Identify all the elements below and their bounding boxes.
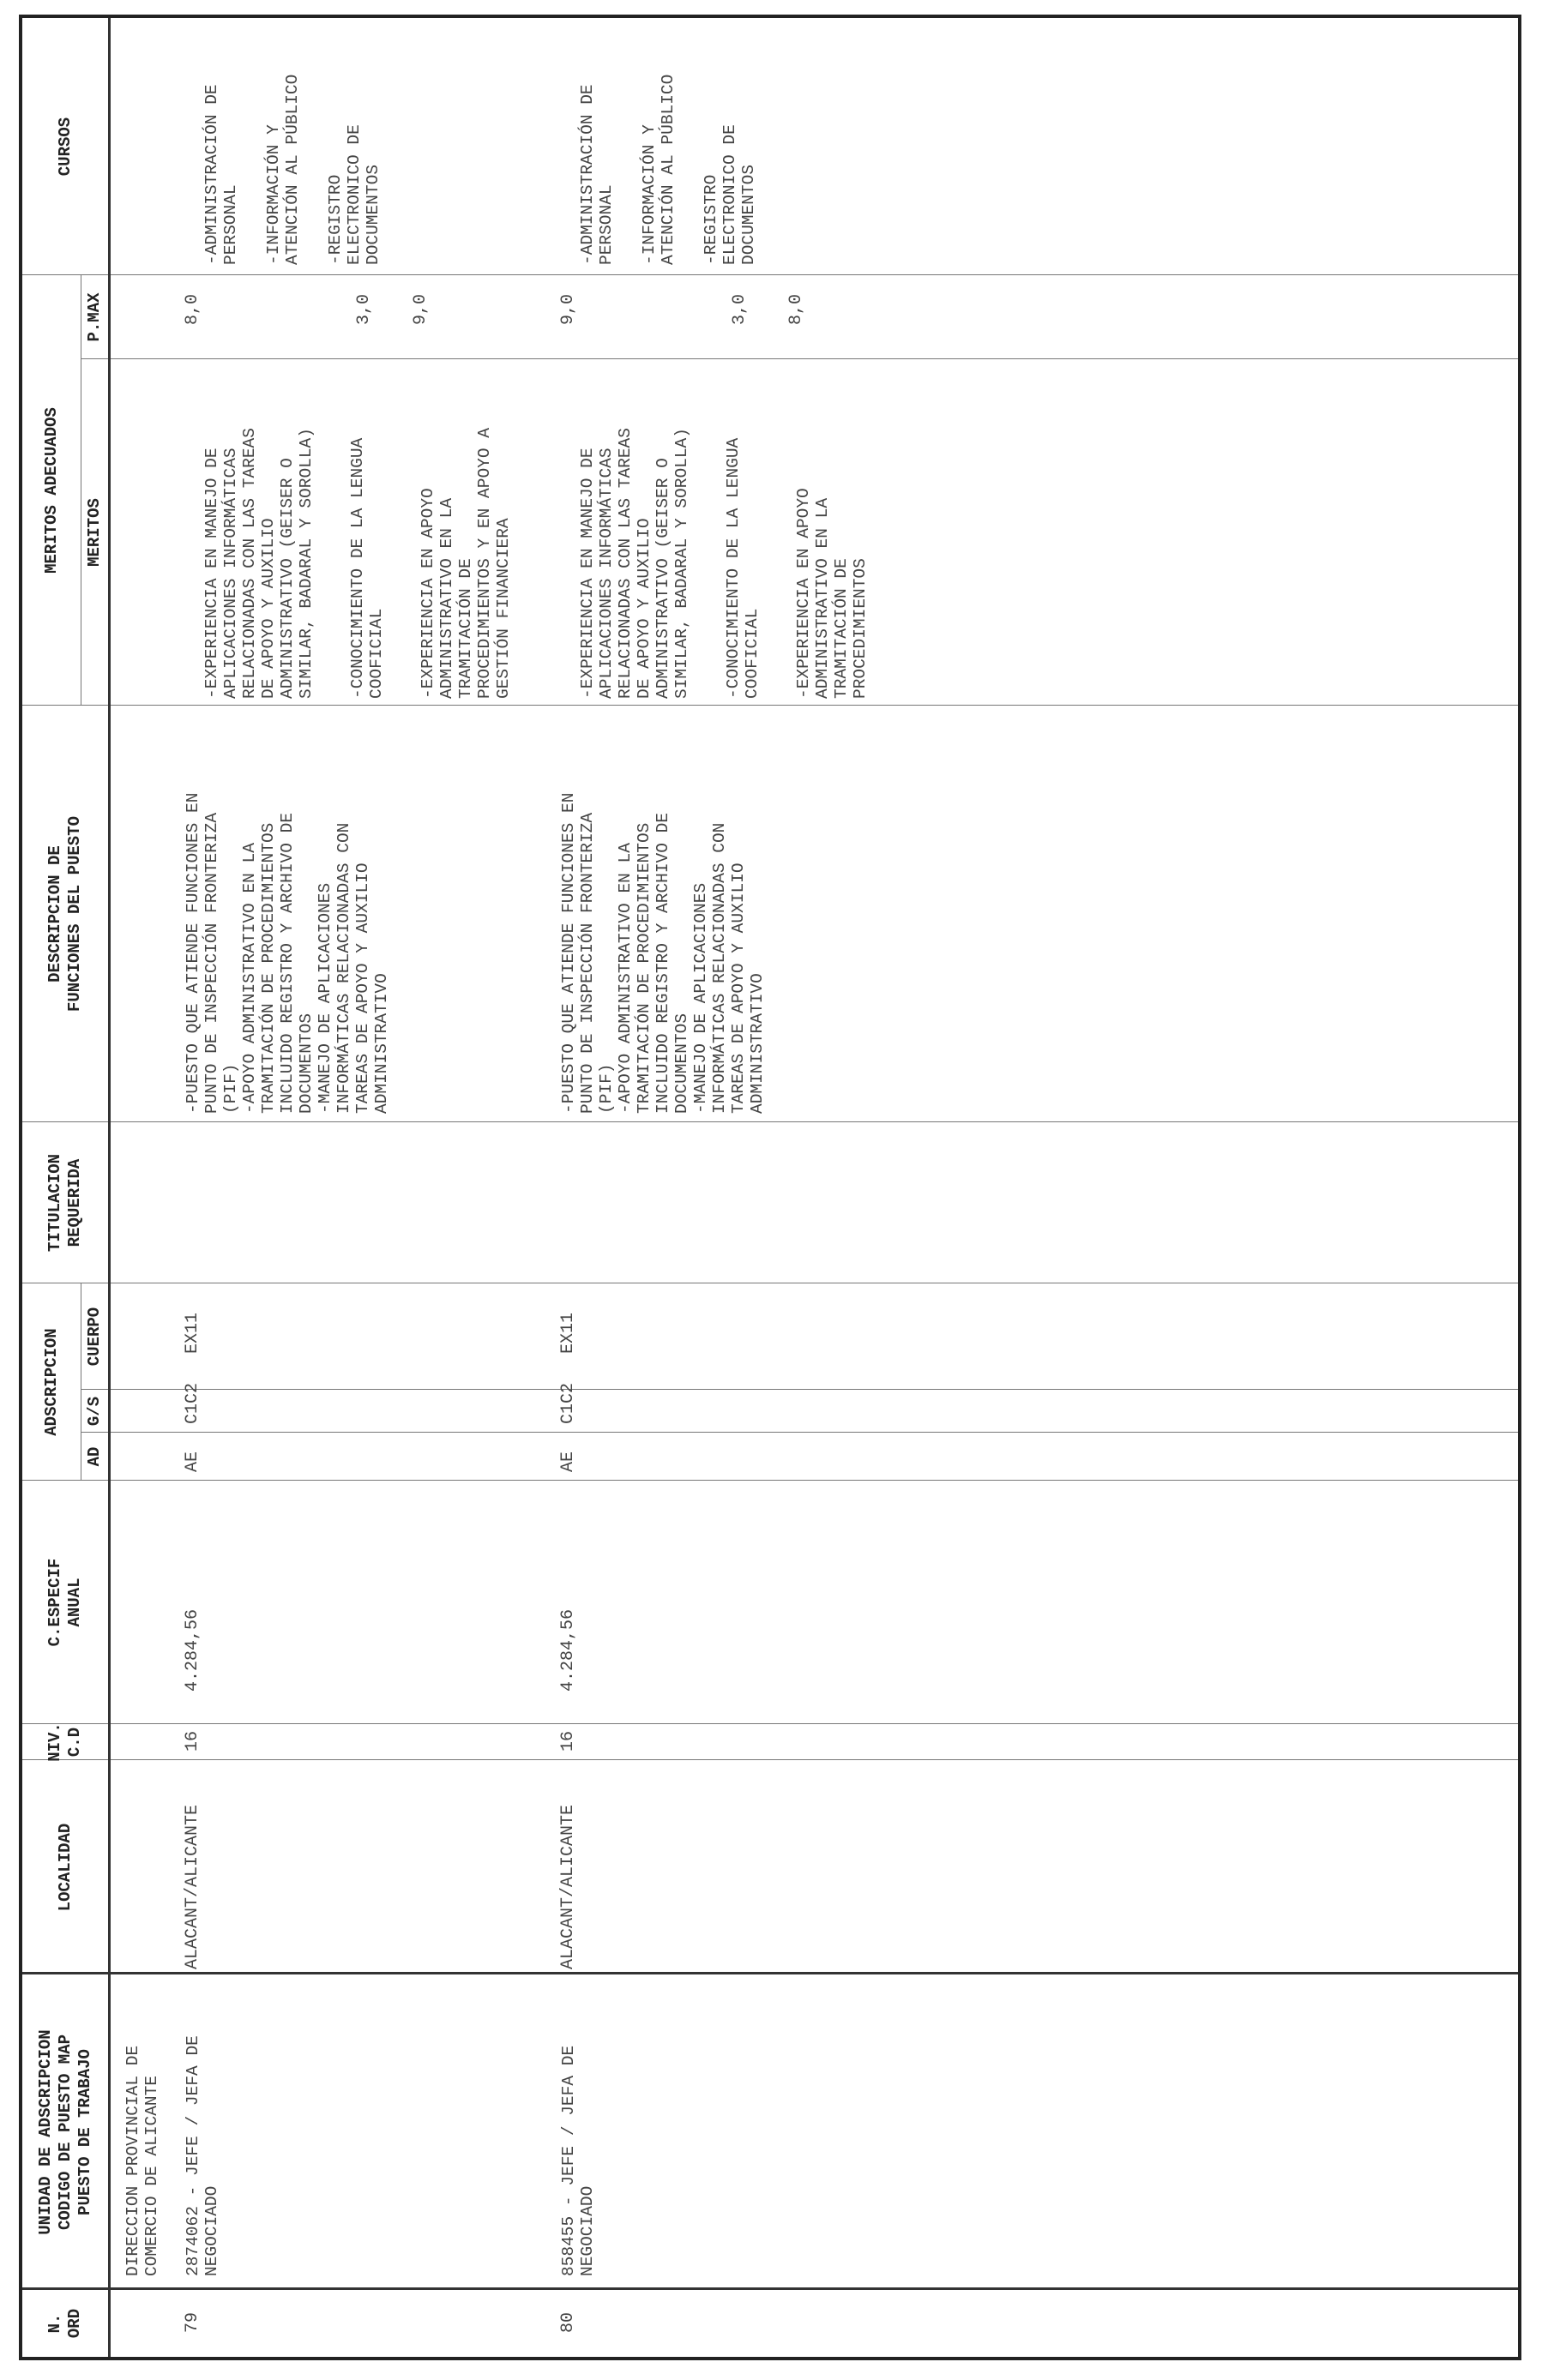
unit-name: DIRECCION PROVINCIAL DE COMERCIO DE ALICANTE bbox=[123, 2045, 161, 2276]
col-line-cesp bbox=[22, 1480, 1518, 1481]
row-79-gs: C1C2 bbox=[183, 1382, 202, 1424]
header-n-ord: N. ORD bbox=[45, 2308, 84, 2339]
col-line-ad bbox=[81, 1432, 1518, 1433]
row-79-localidad: ALACANT/ALICANTE bbox=[183, 1804, 202, 1969]
col-line-descripcion bbox=[22, 705, 1518, 706]
row-80-gs: C1C2 bbox=[558, 1382, 578, 1424]
col-line-niv bbox=[22, 1723, 1518, 1724]
row-79-pmax-3: 9,0 bbox=[411, 293, 431, 325]
row-80-merito-3: -EXPERIENCIA EN APOYO ADMINISTRATIVO EN LA TRAMITACIÓN DE PROCEDIMIENTOS bbox=[794, 488, 870, 699]
header-cursos: CURSOS bbox=[55, 117, 75, 177]
row-80-niv: 16 bbox=[558, 1730, 578, 1752]
header-meritos-adecuados: MERITOS ADECUADOS bbox=[41, 407, 61, 574]
row-79-c-especif: 4.284,56 bbox=[183, 1608, 202, 1692]
row-79-cursos bbox=[184, 20, 407, 265]
row-80-localidad: ALACANT/ALICANTE bbox=[558, 1804, 578, 1969]
row-80-n-ord: 80 bbox=[558, 2311, 578, 2333]
header-descripcion: DESCRIPCION DE FUNCIONES DEL PUESTO bbox=[45, 815, 84, 1013]
row-80-descripcion: -PUESTO QUE ATIENDE FUNCIONES EN PUNTO DE INSPECCIÓN FRONTERIZA (PIF) -APOYO ADMINISTRATIVO EN LA TRAMITACIÓN DE PROCEDIMIENTOS INCLUIDO REGISTRO Y ARCHIVO DE DOCUMENTOS -MANEJO DE APLICACIONES INFORMÁTICAS RELACIONADAS CON TAREAS DE APOYO Y AUXILIO ADMINISTRATIVO bbox=[559, 792, 767, 1114]
row-80-merito-2: -CONOCIMIENTO DE LA LENGUA COOFICIAL bbox=[724, 437, 762, 699]
header-meritos: MERITOS bbox=[84, 498, 104, 567]
header-localidad: LOCALIDAD bbox=[55, 1823, 75, 1912]
row-80-pmax-1: 9,0 bbox=[558, 293, 578, 325]
row-79-cuerpo: EX11 bbox=[183, 1312, 202, 1354]
row-79-merito-1: -EXPERIENCIA EN MANEJO DE APLICACIONES INFORMÁTICAS RELACIONADAS CON LAS TAREAS DE APOYO Y AUXILIO ADMINISTRATIVO (GEISER O SIMILAR, BADARAL Y SOROLLA) bbox=[202, 428, 316, 699]
row-80-curso-2: -INFORMACIÓN Y ATENCIÓN AL PÚBLICO bbox=[640, 74, 678, 265]
row-79-puesto: 2874062 - JEFE / JEFA DE NEGOCIADO bbox=[184, 2035, 221, 2276]
col-line-ord bbox=[22, 2287, 1518, 2290]
header-p-max: P.MAX bbox=[84, 292, 104, 342]
col-line-pmax bbox=[22, 274, 1518, 275]
col-line-gs bbox=[81, 1389, 1518, 1390]
row-79-n-ord: 79 bbox=[183, 2311, 202, 2333]
header-c-especif: C.ESPECIF ANUAL bbox=[45, 1558, 84, 1647]
row-80-c-especif: 4.284,56 bbox=[558, 1608, 578, 1692]
col-line-localidad bbox=[22, 1759, 1518, 1760]
row-79-pmax-2: 3,0 bbox=[354, 293, 374, 325]
row-79-niv: 16 bbox=[183, 1730, 202, 1752]
header-ad: AD bbox=[84, 1446, 104, 1467]
row-80-pmax-2: 3,0 bbox=[730, 293, 750, 325]
header-bottom-line bbox=[108, 18, 111, 2357]
row-80-meritos bbox=[559, 359, 902, 699]
col-line-unidad bbox=[22, 1972, 1518, 1974]
row-79-descripcion: -PUESTO QUE ATIENDE FUNCIONES EN PUNTO DE INSPECCIÓN FRONTERIZA (PIF) -APOYO ADMINISTRATIVO EN LA TRAMITACIÓN DE PROCEDIMIENTOS INCLUIDO REGISTRO Y ARCHIVO DE DOCUMENTOS -MANEJO DE APLICACIONES INFORMÁTICAS RELACIONADAS CON TAREAS DE APOYO Y AUXILIO ADMINISTRATIVO bbox=[184, 792, 391, 1114]
row-79-merito-2: -CONOCIMIENTO DE LA LENGUA COOFICIAL bbox=[348, 437, 386, 699]
row-79-curso-1: -ADMINISTRACIÓN DE PERSONAL bbox=[202, 84, 240, 265]
row-79-pmax-1: 8,0 bbox=[183, 293, 202, 325]
header-unidad: UNIDAD DE ADSCRIPCION CODIGO DE PUESTO MAP PUESTO DE TRABAJO bbox=[35, 2029, 94, 2235]
row-79-ad: AE bbox=[183, 1451, 202, 1472]
row-79-curso-2: -INFORMACIÓN Y ATENCIÓN AL PÚBLICO bbox=[264, 74, 302, 265]
row-79-meritos bbox=[184, 359, 545, 699]
document-frame bbox=[19, 15, 1521, 2360]
row-79-curso-3: -REGISTRO ELECTRONICO DE DOCUMENTOS bbox=[326, 124, 382, 265]
col-line-titulacion bbox=[22, 1121, 1518, 1122]
row-80-cuerpo: EX11 bbox=[558, 1312, 578, 1354]
header-cuerpo: CUERPO bbox=[84, 1307, 104, 1367]
row-80-puesto: 858455 - JEFE / JEFA DE NEGOCIADO bbox=[559, 2045, 597, 2276]
header-niv: NIV. C.D bbox=[45, 1722, 84, 1762]
row-80-curso-1: -ADMINISTRACIÓN DE PERSONAL bbox=[578, 84, 616, 265]
header-gs: G/S bbox=[84, 1396, 104, 1427]
row-79-merito-3: -EXPERIENCIA EN APOYO ADMINISTRATIVO EN LA TRAMITACIÓN DE PROCEDIMIENTOS Y EN APOYO A GESTIÓN FINANCIERA bbox=[419, 428, 513, 699]
row-80-ad: AE bbox=[558, 1451, 578, 1472]
row-80-merito-1: -EXPERIENCIA EN MANEJO DE APLICACIONES INFORMÁTICAS RELACIONADAS CON LAS TAREAS DE APOYO Y AUXILIO ADMINISTRATIVO (GEISER O SIMILAR, BADARAL Y SOROLLA) bbox=[578, 428, 691, 699]
row-80-pmax-3: 8,0 bbox=[786, 293, 806, 325]
row-80-cursos bbox=[559, 20, 782, 265]
header-adscripcion: ADSCRIPCION bbox=[41, 1328, 61, 1436]
header-titulacion: TITULACION REQUERIDA bbox=[45, 1153, 84, 1253]
rotated-table bbox=[22, 18, 1518, 2357]
row-80-curso-3: -REGISTRO ELECTRONICO DE DOCUMENTOS bbox=[702, 124, 758, 265]
